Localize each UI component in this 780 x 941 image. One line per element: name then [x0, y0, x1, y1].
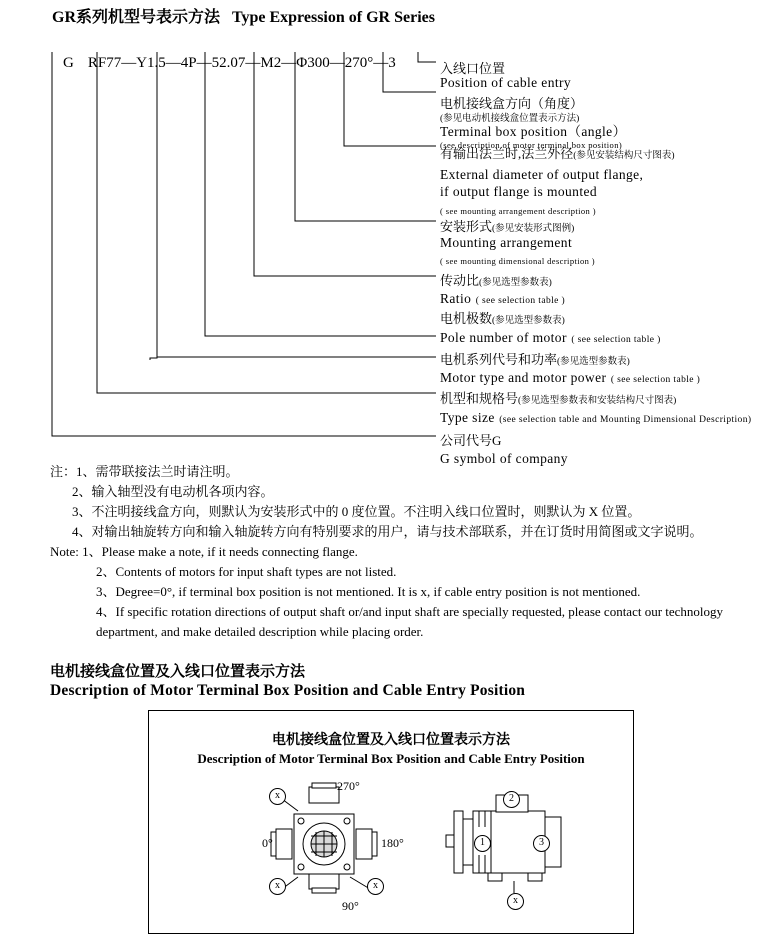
note-cn-1: 注：1、需带联接法兰时请注明。 [50, 464, 239, 479]
note-cn-4: 4、对输出轴旋转方向和输入轴旋转方向有特别要求的用户，请与技术部联系，并在订货时用简图或文字说明。 [72, 524, 703, 539]
terminal-position-2: 2 [503, 791, 520, 808]
code-sep-7: — [373, 55, 389, 71]
desc-mounting-en-note: ( see mounting dimensional description ) [440, 256, 596, 266]
desc-flange-en-note: ( see mounting arrangement description ) [440, 206, 596, 216]
code-seg-motor: Y1.5 [136, 55, 166, 71]
code-seg-poles: 4P [180, 55, 197, 71]
desc-type-size-cn: 机型和规格号(参见选型参数表和安装结构尺寸图表) [440, 391, 677, 406]
code-seg-company: G [63, 55, 74, 71]
code-seg-angle: 270° [344, 55, 374, 71]
desc-cable-entry-en: Position of cable entry [440, 75, 572, 90]
code-seg-typesize: RF77 [87, 55, 122, 71]
code-sep-6: — [329, 55, 345, 71]
desc-flange-en-2: if output flange is mounted [440, 184, 598, 199]
page-title: GR系列机型号表示方法 Type Expression of GR Series [52, 9, 435, 26]
desc-ratio-cn: 传动比(参见选型参数表) [440, 273, 552, 288]
note-en-3: 3、Degree=0°, if terminal box position is not mentioned. It is x, if cable entry position is not mentioned. [96, 584, 641, 599]
section-heading-cn: 电机接线盒位置及入线口位置表示方法 [50, 664, 306, 680]
desc-company-en: G symbol of company [440, 451, 568, 466]
terminal-box-diagram [148, 710, 634, 934]
note-cn-3: 3、不注明接线盒方向，则默认为安装形式中的 0 度位置。不注明入线口位置时，则默认为 X 位置。 [72, 504, 641, 519]
code-seg-ratio: 52.07 [211, 55, 246, 71]
section-heading-en: Description of Motor Terminal Box Position and Cable Entry Position [50, 682, 526, 699]
code-sep-3: — [196, 55, 212, 71]
code-seg-entry: 3 [388, 55, 396, 71]
desc-cable-entry-cn: 入线口位置 [440, 61, 506, 76]
cable-entry-mark-2: x [269, 878, 286, 895]
note-en-1: Note: 1、Please make a note, if it needs connecting flange. [50, 544, 358, 559]
desc-terminal-box-cn-note: (参见电动机接线盒位置表示方法) [440, 114, 580, 124]
angle-label-90: 90° [342, 899, 359, 913]
desc-poles-en: Pole number of motor ( see selection table ) [440, 330, 661, 345]
angle-label-180: 180° [381, 836, 404, 850]
diagram-title-en: Description of Motor Terminal Box Position and Cable Entry Position [197, 751, 585, 766]
code-sep-1: — [121, 55, 137, 71]
desc-flange-cn: 有输出法兰时,法兰外径(参见安装结构尺寸图表) [440, 146, 675, 161]
angle-label-270: 270° [337, 779, 360, 793]
cable-entry-mark-1: x [269, 788, 286, 805]
desc-company-cn: 公司代号G [440, 433, 502, 448]
cable-entry-mark-3: x [367, 878, 384, 895]
note-cn-2: 2、输入轴型没有电动机各项内容。 [72, 484, 274, 499]
desc-terminal-box-en: Terminal box position（angle） [440, 124, 627, 139]
desc-type-size-en: Type size (see selection table and Mounting Dimensional Description) [440, 410, 752, 425]
diagram-title-cn: 电机接线盒位置及入线口位置表示方法 [272, 733, 510, 748]
desc-poles-cn: 电机极数(参见选型参数表) [440, 311, 565, 326]
desc-terminal-box-en-note: (see description of motor terminal box position) [440, 140, 623, 150]
notes-block [50, 462, 750, 642]
terminal-position-3: 3 [533, 835, 550, 852]
type-code-line [48, 38, 396, 89]
desc-mounting-en: Mounting arrangement [440, 235, 573, 250]
cable-entry-mark-4: x [507, 893, 524, 910]
code-seg-mounting: M2 [260, 55, 282, 71]
desc-motor-type-cn: 电机系列代号和功率(参见选型参数表) [440, 352, 630, 367]
code-sep-2: — [165, 55, 181, 71]
desc-flange-en-1: External diameter of output flange, [440, 167, 644, 182]
motor-side-view [444, 781, 604, 916]
note-en-4: 4、If specific rotation directions of output shaft or/and input shaft are specially requested, please contact our technology department, and make detailed description while placing order. [96, 604, 724, 639]
angle-label-0: 0° [262, 836, 273, 850]
note-en-2: 2、Contents of motors for input shaft types are not listed. [96, 564, 397, 579]
code-seg-flange: Φ300 [296, 55, 330, 71]
desc-ratio-en: Ratio ( see selection table ) [440, 291, 566, 306]
code-sep-4: — [245, 55, 261, 71]
desc-motor-type-en: Motor type and motor power ( see selection table ) [440, 370, 701, 385]
code-sep-5: — [281, 55, 297, 71]
terminal-position-1: 1 [474, 835, 491, 852]
desc-mounting-cn: 安装形式(参见安装形式图例) [440, 219, 575, 234]
desc-terminal-box-cn: 电机接线盒方向（角度） [440, 96, 584, 111]
